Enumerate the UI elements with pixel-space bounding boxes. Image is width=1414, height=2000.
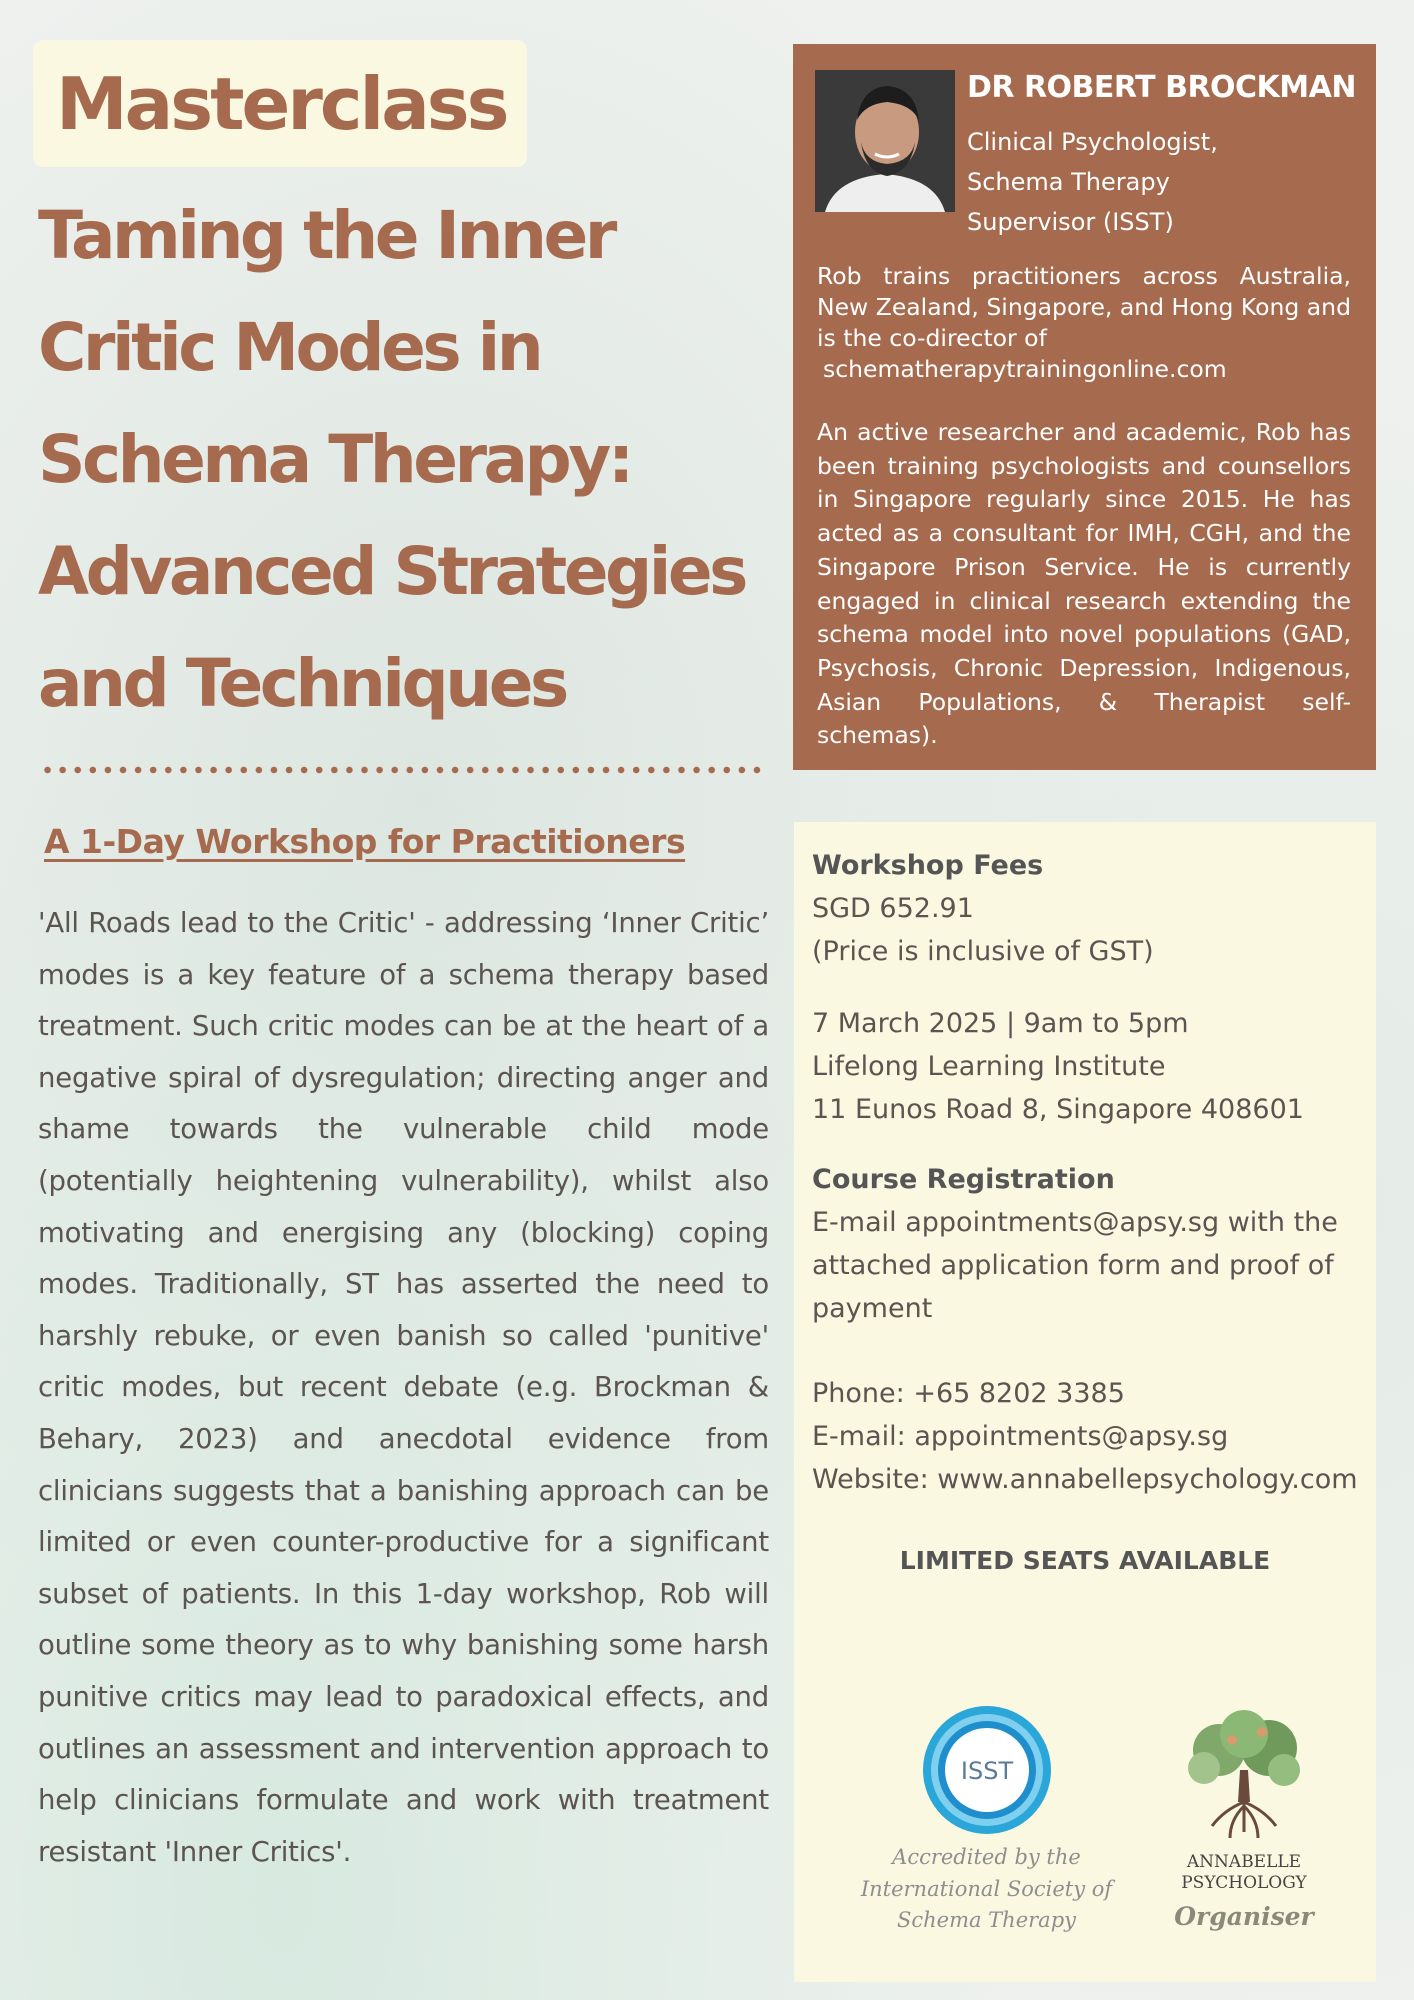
event-venue: Lifelong Learning Institute [812, 1051, 1166, 1082]
title-line: Critic Modes in [38, 309, 541, 386]
contact-website[interactable]: Website: www.annabellepsychology.com [812, 1464, 1358, 1495]
fees-heading: Workshop Fees [812, 850, 1044, 881]
accreditation-text [844, 1842, 1129, 1937]
role-line: Clinical Psychologist, [967, 128, 1218, 156]
bio-website: schematherapytrainingonline.com [823, 355, 1227, 383]
accredited-line: Schema Therapy [896, 1908, 1077, 1932]
portrait-icon [815, 70, 955, 212]
masterclass-label: Masterclass [56, 62, 507, 146]
info-card [794, 822, 1376, 1982]
accredited-line: International Society of [860, 1876, 1113, 1901]
fees-section [812, 844, 1362, 973]
organiser-label: Organiser [1174, 1902, 1314, 1931]
event-date-time: 7 March 2025 | 9am to 5pm [812, 1008, 1189, 1039]
event-address: 11 Eunos Road 8, Singapore 408601 [812, 1094, 1304, 1125]
workshop-description: 'All Roads lead to the Critic' - addressing ‘Inner Critic’ modes is a key feature of a schema therapy based treatment. Such critic modes can be at the heart of a negative spiral of dysregulation; directing anger and shame towards the vulnerable child mode (potentially heightening vulnerability), whilst also motivating and energising any (blocking) coping modes. Traditionally, ST has asserted the need to harshly rebuke, or even banish so called 'punitive' critic modes, but recent debate (e.g. Brockman & Behary, 2023) and anecdotal evidence from clinicians suggests that a banishing approach can be limited or even counter-productive for a significant subset of patients. In this 1-day workshop, Rob will outline some theory as to why banishing some harsh punitive critics may lead to paradoxical effects, and outlines an assessment and intervention approach to help clinicians formulate and work with treatment resistant 'Inner Critics'. [38, 907, 769, 1868]
speaker-card [793, 44, 1376, 770]
role-line: Schema Therapy [967, 168, 1170, 196]
speaker-role [967, 122, 1227, 242]
accredited-line: Accredited by the [892, 1845, 1081, 1869]
title-line: Advanced Strategies [38, 533, 745, 610]
fees-note: (Price is inclusive of GST) [812, 936, 1154, 967]
title-line: Schema Therapy: [38, 421, 631, 498]
role-line: Supervisor (ISST) [967, 208, 1174, 236]
speaker-bio-research: An active researcher and academic, Rob has been training psychologists and counsellors in Singapore regularly since 2015. He has acted as a consultant for IMH, CGH, and the Singapore Prison Service. He is currently engaged in clinical research extending the schema model into novel populations (GAD, Psychosis, Chronic Depression, Indigenous, Asian Populations, & Therapist self-schemas). [817, 418, 1351, 750]
contact-email[interactable]: E-mail: appointments@apsy.sg [812, 1421, 1229, 1452]
limited-seats-notice: LIMITED SEATS AVAILABLE [899, 1546, 1271, 1575]
brand-line: PSYCHOLOGY [1181, 1873, 1307, 1893]
isst-logo-icon [919, 1702, 1055, 1838]
registration-section [812, 1158, 1362, 1330]
speaker-photo [815, 70, 955, 212]
contact-phone[interactable]: Phone: +65 8202 3385 [812, 1378, 1125, 1409]
tree-logo-icon [1174, 1710, 1314, 1845]
registration-instructions: E-mail appointments@apsy.sg with the attached application form and proof of payment [812, 1207, 1338, 1324]
brand-line: ANNABELLE [1186, 1852, 1302, 1872]
registration-heading: Course Registration [812, 1164, 1115, 1195]
speaker-name: DR ROBERT BROCKMAN [967, 70, 1356, 105]
isst-logo-text: ISST [960, 1757, 1014, 1785]
event-section [812, 1002, 1362, 1131]
dotted-divider [40, 766, 765, 774]
annabelle-brand [1149, 1852, 1339, 1894]
workshop-subtitle: A 1-Day Workshop for Practitioners [44, 822, 686, 861]
title-line: and Techniques [38, 645, 566, 722]
title-line: Taming the Inner [38, 197, 614, 274]
speaker-bio-intro [817, 261, 1351, 385]
page-title [38, 180, 798, 740]
contact-section [812, 1372, 1362, 1501]
fees-amount: SGD 652.91 [812, 893, 974, 924]
bio-intro-text: Rob trains practitioners across Australia, New Zealand, Singapore, and Hong Kong and is the co-director of [817, 262, 1351, 352]
